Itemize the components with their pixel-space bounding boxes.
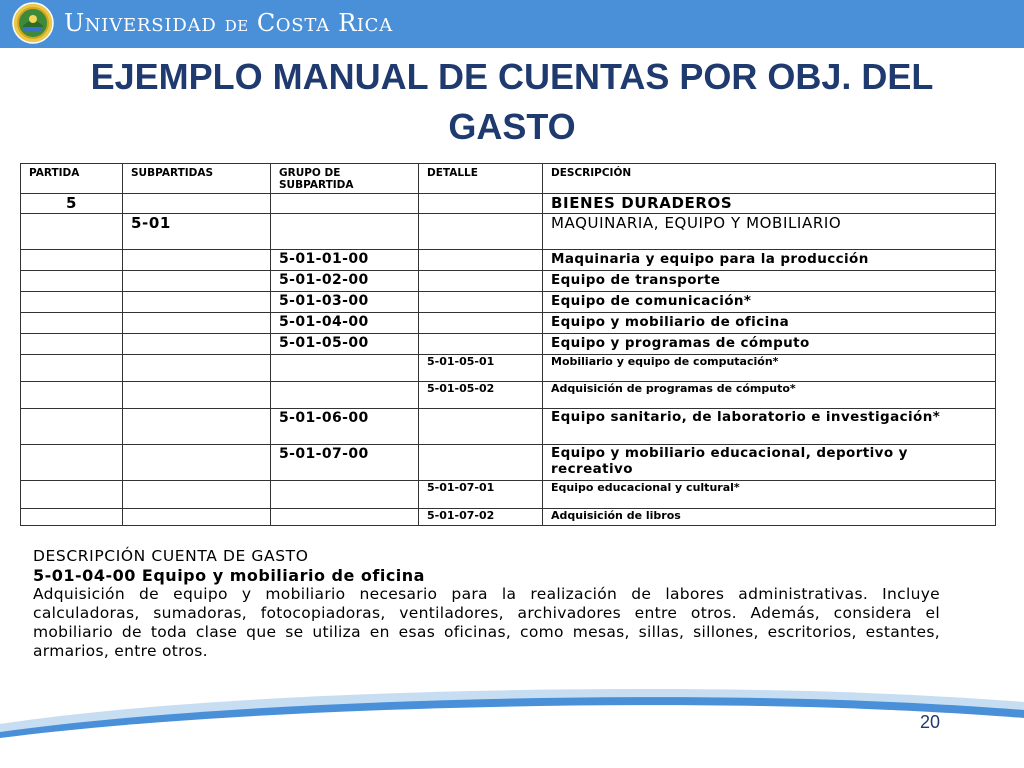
cell-partida — [21, 334, 123, 355]
cell-partida: 5 — [21, 194, 123, 214]
cell-grupo: 5-01-04-00 — [271, 313, 419, 334]
cell-detalle — [419, 409, 543, 445]
column-header-detalle: DETALLE — [419, 164, 543, 194]
cell-detalle — [419, 292, 543, 313]
column-header-grupo: GRUPO DE SUBPARTIDA — [271, 164, 419, 194]
cell-subpartida — [123, 355, 271, 382]
cell-grupo — [271, 382, 419, 409]
table-row — [21, 194, 996, 214]
cell-grupo — [271, 194, 419, 214]
cell-subpartida — [123, 313, 271, 334]
cell-partida — [21, 313, 123, 334]
cell-detalle: 5-01-05-02 — [419, 382, 543, 409]
page-number: 20 — [919, 712, 940, 732]
cell-detalle — [419, 313, 543, 334]
table-row — [21, 481, 996, 509]
university-name: UNIVERSIDAD DE COSTA RICA — [64, 9, 394, 37]
cell-partida — [21, 250, 123, 271]
cell-grupo — [271, 355, 419, 382]
cell-subpartida — [123, 409, 271, 445]
cell-detalle: 5-01-07-01 — [419, 481, 543, 509]
bottom-wave-decoration — [0, 680, 1024, 768]
cell-subpartida — [123, 334, 271, 355]
table-row — [21, 355, 996, 382]
cell-detalle — [419, 194, 543, 214]
cell-detalle — [419, 271, 543, 292]
cell-partida — [21, 481, 123, 509]
description-heading: DESCRIPCIÓN CUENTA DE GASTO — [33, 547, 309, 565]
cell-descripcion: Equipo de comunicación* — [543, 292, 996, 313]
cell-detalle: 5-01-07-02 — [419, 509, 543, 526]
description-subheading: 5-01-04-00 Equipo y mobiliario de oficina — [33, 566, 425, 585]
cell-descripcion: Maquinaria y equipo para la producción — [543, 250, 996, 271]
cell-descripcion: Equipo de transporte — [543, 271, 996, 292]
cell-grupo: 5-01-07-00 — [271, 445, 419, 481]
cell-detalle — [419, 250, 543, 271]
cell-partida — [21, 445, 123, 481]
cell-detalle — [419, 214, 543, 250]
cell-descripcion: Adquisición de libros — [543, 509, 996, 526]
cell-partida — [21, 214, 123, 250]
cell-subpartida — [123, 194, 271, 214]
university-seal-icon — [12, 2, 54, 44]
description-text: Adquisición de equipo y mobiliario necesario para la realización de labores administrativas. Incluye calculadoras, sumadoras, fotocopiadoras, ventiladores, archivadores entre otros. Además, considera el mobiliario de toda clase que se utiliza en esas oficinas, como mesas, sillas, sillones, escritorios, estantes, armarios, entre otros. — [33, 585, 940, 660]
table-row — [21, 445, 996, 481]
cell-descripcion: MAQUINARIA, EQUIPO Y MOBILIARIO — [543, 214, 996, 250]
cell-subpartida — [123, 481, 271, 509]
column-header-partida: PARTIDA — [21, 164, 123, 194]
cell-partida — [21, 292, 123, 313]
accounts-table — [20, 163, 996, 526]
cell-grupo — [271, 481, 419, 509]
column-header-subpartidas: SUBPARTIDAS — [123, 164, 271, 194]
cell-subpartida: 5-01 — [123, 214, 271, 250]
cell-descripcion: Equipo y mobiliario de oficina — [543, 313, 996, 334]
table-header-row — [21, 164, 996, 194]
description-block — [33, 547, 940, 661]
cell-grupo: 5-01-01-00 — [271, 250, 419, 271]
table-row — [21, 409, 996, 445]
cell-descripcion: Equipo y programas de cómputo — [543, 334, 996, 355]
column-header-descripcion: DESCRIPCIÓN — [543, 164, 996, 194]
cell-partida — [21, 271, 123, 292]
cell-partida — [21, 382, 123, 409]
table-row — [21, 214, 996, 250]
table-row — [21, 313, 996, 334]
table-row — [21, 509, 996, 526]
cell-partida — [21, 355, 123, 382]
cell-descripcion: Equipo educacional y cultural* — [543, 481, 996, 509]
cell-descripcion: Mobiliario y equipo de computación* — [543, 355, 996, 382]
cell-subpartida — [123, 271, 271, 292]
cell-subpartida — [123, 250, 271, 271]
cell-grupo: 5-01-06-00 — [271, 409, 419, 445]
cell-grupo: 5-01-03-00 — [271, 292, 419, 313]
cell-partida — [21, 409, 123, 445]
header-band — [0, 0, 1024, 48]
cell-partida — [21, 509, 123, 526]
table-row — [21, 250, 996, 271]
table-row — [21, 382, 996, 409]
cell-detalle — [419, 334, 543, 355]
cell-detalle: 5-01-05-01 — [419, 355, 543, 382]
slide-title-line1: EJEMPLO MANUAL DE CUENTAS POR OBJ. DEL — [90, 56, 934, 97]
cell-subpartida — [123, 292, 271, 313]
cell-subpartida — [123, 509, 271, 526]
cell-descripcion: Adquisición de programas de cómputo* — [543, 382, 996, 409]
table-row — [21, 334, 996, 355]
cell-grupo: 5-01-02-00 — [271, 271, 419, 292]
cell-descripcion: Equipo y mobiliario educacional, deportivo y recreativo — [543, 445, 996, 481]
slide-title — [40, 52, 984, 152]
cell-grupo — [271, 214, 419, 250]
table-row — [21, 292, 996, 313]
slide-title-line2: GASTO — [448, 106, 576, 147]
cell-subpartida — [123, 445, 271, 481]
cell-descripcion: Equipo sanitario, de laboratorio e investigación* — [543, 409, 996, 445]
cell-detalle — [419, 445, 543, 481]
cell-grupo — [271, 509, 419, 526]
cell-subpartida — [123, 382, 271, 409]
cell-grupo: 5-01-05-00 — [271, 334, 419, 355]
table-row — [21, 271, 996, 292]
cell-descripcion: BIENES DURADEROS — [543, 194, 996, 214]
